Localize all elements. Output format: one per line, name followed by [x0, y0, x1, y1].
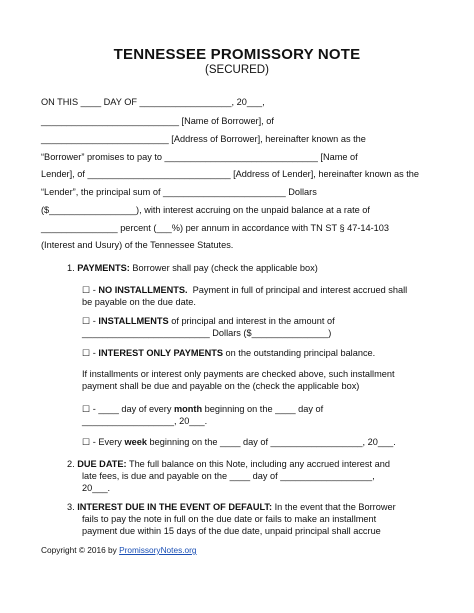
option-no-installments-cont: be payable on the due date. — [82, 297, 196, 307]
section-number: 3. — [67, 502, 75, 512]
document-subtitle: (SECURED) — [205, 64, 269, 76]
intro-line-5: Lender], of ____________________________ [Address of Lender], hereinafter known as the — [41, 169, 420, 179]
option-no-installments: ☐ - NO INSTALLMENTS. Payment in full of principal and interest accrued shall — [82, 285, 408, 295]
section-3-line-3: payment due within 15 days of the due date, unpaid principal shall accrue — [82, 526, 381, 536]
checkbox-interest-only[interactable]: ☐ - — [82, 348, 99, 358]
intro-line-7: ($_________________), with interest accruing on the unpaid balance at a rate of — [41, 205, 370, 215]
intro-line-4: “Borrower” promises to pay to ______________________________ [Name of — [41, 152, 358, 162]
intro-line-1: ON THIS ____ DAY OF __________________, 20___, — [41, 97, 265, 107]
footer-link[interactable]: PromissoryNotes.org — [119, 545, 197, 555]
option-installments-amount: _________________________ Dollars ($_______________) — [82, 328, 332, 338]
document-title: TENNESSEE PROMISSORY NOTE — [113, 46, 361, 63]
checkbox-monthly[interactable]: ☐ - ____ day of every — [82, 404, 174, 414]
intro-line-8: _______________ percent (___%) per annum in accordance with TN ST § 47-14-103 — [41, 223, 389, 233]
checkbox-installments[interactable]: ☐ - — [82, 316, 99, 326]
option-installments: ☐ - INSTALLMENTS of principal and interest in the amount of — [82, 316, 335, 326]
section-2-heading: 2. DUE DATE: The full balance on this Note, including any accrued interest and — [67, 459, 390, 469]
option-weekly: ☐ - Every week beginning on the ____ day of __________________, 20___. — [82, 437, 396, 447]
section-number: 1. — [67, 263, 75, 273]
schedule-note-line-1: If installments or interest only payments are checked above, such installment — [82, 369, 395, 379]
intro-line-6: “Lender”, the principal sum of ________________________ Dollars — [41, 187, 317, 197]
option-monthly: ☐ - ____ day of every month beginning on the ____ day of — [82, 404, 324, 414]
intro-line-2: ___________________________ [Name of Borrower], of — [41, 116, 274, 126]
copyright-footer: Copyright © 2016 by PromissoryNotes.org — [41, 545, 197, 555]
section-1-heading: 1. PAYMENTS: Borrower shall pay (check the applicable box) — [67, 263, 318, 273]
option-interest-only: ☐ - INTEREST ONLY PAYMENTS on the outstanding principal balance. — [82, 348, 376, 358]
schedule-note-line-2: payment shall be due and payable on the (check the applicable box) — [82, 381, 360, 391]
section-3-line-2: fails to pay the note in full on the due date or fails to make an installment — [82, 514, 377, 524]
section-title: INTEREST DUE IN THE EVENT OF DEFAULT: — [77, 502, 273, 512]
section-3-heading: 3. INTEREST DUE IN THE EVENT OF DEFAULT: In the event that the Borrower — [67, 502, 396, 512]
section-title: DUE DATE: — [77, 459, 127, 469]
option-monthly-date: __________________, 20___. — [82, 416, 208, 426]
section-title: PAYMENTS: — [77, 263, 130, 273]
section-2-line-2: late fees, is due and payable on the ____ day of __________________, — [82, 471, 375, 481]
checkbox-weekly[interactable]: ☐ - Every — [82, 437, 125, 447]
intro-line-9: (Interest and Usury) of the Tennessee Statutes. — [41, 240, 234, 250]
section-2-line-3: 20___. — [82, 483, 111, 493]
intro-line-3: _________________________ [Address of Borrower], hereinafter known as the — [41, 134, 366, 144]
section-number: 2. — [67, 459, 75, 469]
checkbox-no-installments[interactable]: ☐ - — [82, 285, 99, 295]
